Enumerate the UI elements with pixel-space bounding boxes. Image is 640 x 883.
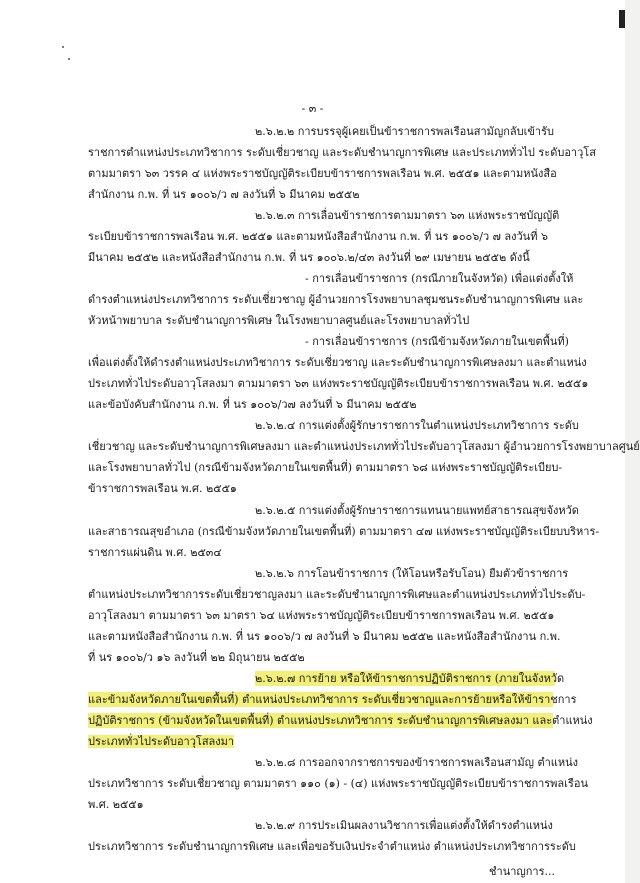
text-line: ตำแหน่งประเภทวิชาการระดับเชี่ยวชาญลงมา และระดับชำนาญการพิเศษและตำแหน่งประเภททั่วไประดับ- <box>88 588 586 601</box>
text-line: และตามหนังสือสำนักงาน ก.พ. ที่ นร ๑๐๐๖/ว ๗ ลงวันที่ ๖ มีนาคม ๒๕๕๒ และหนังสือสำนักงาน ก.พ. <box>88 630 561 643</box>
scan-edge-mark <box>619 10 625 28</box>
text-line: - การเลื่อนข้าราชการ (กรณีข้ามจังหวัดภายในเขตพื้นที่) <box>305 335 569 348</box>
text-line: ตามมาตรา ๖๓ วรรค ๔ แห่งพระราชบัญญัติระเบียบข้าราชการพลเรือน พ.ศ. ๒๕๕๑ และตามหนังสือ <box>88 167 557 180</box>
highlighted-text-line: และข้ามจังหวัดภายในเขตพื้นที่) ตำแหน่งประเภทวิชาการ ระดับเชี่ยวชาญและการย้ายหรือให้ข้าราชการ <box>88 693 577 706</box>
text-line: มีนาคม ๒๕๕๒ และหนังสือสำนักงาน ก.พ. ที่ นร ๑๐๐๖.๒/๔๓ ลงวันที่ ๒๙ เมษายน ๒๕๕๒ ดังนี้ <box>88 251 530 264</box>
text-line: ที่ นร ๑๐๐๖/ว ๑๖ ลงวันที่ ๒๒ มิถุนายน ๒๕๕๒ <box>88 651 305 664</box>
text-line: ข้าราชการพลเรือน พ.ศ. ๒๕๕๑ <box>88 482 237 495</box>
text-line: ประเภทวิชาการ ระดับเชี่ยวชาญ ตามมาตรา ๑๑๐ (๑) - (๔) แห่งพระราชบัญญัติระเบียบข้าราชการพลเรือน <box>88 777 588 790</box>
text-line: และโรงพยาบาลทั่วไป (กรณีข้ามจังหวัดภายในเขตพื้นที่) ตามมาตรา ๖๘ แห่งพระราชบัญญัติระเบียบ- <box>88 461 563 474</box>
text-line: สำนักงาน ก.พ. ที่ นร ๑๐๐๖/ว ๗ ลงวันที่ ๖ มีนาคม ๒๕๕๒ <box>88 188 360 201</box>
text-line: และสาธารณสุขอำเภอ (กรณีข้ามจังหวัดภายในเขตพื้นที่) ตามมาตรา ๔๗ แห่งพระราชบัญญัติระเบียบบริหาร- <box>88 525 600 538</box>
text-line: ระเบียบข้าราชการพลเรือน พ.ศ. ๒๕๕๑ และตามหนังสือสำนักงาน ก.พ. ที่ นร ๑๐๐๖/ว ๗ ลงวันที่ ๖ <box>88 230 548 243</box>
scan-speck <box>62 46 64 48</box>
text-line: ๒.๖.๒.๔ การแต่งตั้งผู้รักษาราชการในตำแหน่งประเภทวิชาการ ระดับ <box>255 419 579 432</box>
highlighted-text-line: ๒.๖.๒.๗ การย้าย หรือให้ข้าราชการปฏิบัติราชการ (ภายในจังหวัด <box>255 672 565 685</box>
text-line: ๒.๖.๒.๘ การออกจากราชการของข้าราชการพลเรือนสามัญ ตำแหน่ง <box>255 756 578 769</box>
text-line: ประเภทวิชาการ ระดับชำนาญการพิเศษ และเพื่อขอรับเงินประจำตำแหน่ง ตำแหน่งประเภทวิชาการระดับ <box>88 840 576 853</box>
text-line: เชี่ยวชาญ และระดับชำนาญการพิเศษลงมา และตำแหน่งประเภททั่วไประดับอาวุโสลงมา ผู้อำนวยการโรงพยาบาลศูนย์ <box>88 440 640 453</box>
highlighted-text-line <box>88 734 553 749</box>
text-line: - การเลื่อนข้าราชการ (กรณีภายในจังหวัด) เพื่อแต่งตั้งให้ <box>305 272 574 285</box>
text-line: ๒.๖.๒.๒ การบรรจุผู้เคยเป็นข้าราชการพลเรือนสามัญกลับเข้ารับ <box>255 125 555 138</box>
scan-speck <box>68 58 70 60</box>
text-line: พ.ศ. ๒๕๕๑ <box>88 798 144 811</box>
text-line: ๒.๖.๒.๙ การประเมินผลงานวิชาการเพื่อแต่งตั้งให้ดำรงตำแหน่ง <box>255 819 553 832</box>
text-line: ราชการแผ่นดิน พ.ศ. ๒๕๓๔ <box>88 546 222 559</box>
text-line: ๒.๖.๒.๖ การโอนข้าราชการ (ให้โอนหรือรับโอน) ยืมตัวข้าราชการ <box>255 567 569 580</box>
text-line: ราชการตำแหน่งประเภทวิชาการ ระดับเชี่ยวชาญ และระดับชำนาญการพิเศษ และประเภททั่วไป ระดับอาวุโส <box>88 146 596 159</box>
highlighted-text-line: ปฏิบัติราชการ (ข้ามจังหวัดในเขตพื้นที่) ตำแหน่งประเภทวิชาการ ระดับชำนาญการพิเศษลงมา และตำแหน่ง <box>88 714 593 727</box>
text-line: อาวุโสลงมา ตามมาตรา ๖๓ มาตรา ๖๔ แห่งพระราชบัญญัติระเบียบข้าราชการพลเรือน พ.ศ. ๒๕๕๑ <box>88 609 555 622</box>
highlight-span: ประเภททั่วไประดับอาวุโสลงมา <box>88 735 235 748</box>
text-line: ดำรงตำแหน่งประเภทวิชาการ ระดับเชี่ยวชาญ ผู้อำนวยการโรงพยาบาลชุมชนระดับชำนาญการพิเศษ และ <box>88 293 584 306</box>
continuation-footer: ชำนาญการ... <box>489 865 555 878</box>
text-line: ๒.๖.๒.๕ การแต่งตั้งผู้รักษาราชการแทนนายแพทย์สาธารณสุขจังหวัด <box>255 504 579 517</box>
text-line: หัวหน้าพยาบาล ระดับชำนาญการพิเศษ ในโรงพยาบาลศูนย์และโรงพยาบาลทั่วไป <box>88 314 470 327</box>
text-line: และข้อบังคับสำนักงาน ก.พ. ที่ นร ๑๐๐๖/ว๗ ลงวันที่ ๖ มีนาคม ๒๕๕๒ <box>88 398 417 411</box>
text-line: เพื่อแต่งตั้งให้ดำรงตำแหน่งประเภทวิชาการ ระดับเชี่ยวชาญ และระดับชำนาญการพิเศษลงมา และตำแหน่ง <box>88 356 587 369</box>
text-line: ประเภททั่วไประดับอาวุโสลงมา ตามมาตรา ๖๓ แห่งพระราชบัญญัติระเบียบข้าราชการพลเรือน พ.ศ. ๒๕๕๑ <box>88 377 589 390</box>
text-line: ๒.๖.๒.๓ การเลื่อนข้าราชการตามมาตรา ๖๓ แห่งพระราชบัญญัติ <box>255 209 560 222</box>
page-number: - ๓ - <box>301 102 324 115</box>
